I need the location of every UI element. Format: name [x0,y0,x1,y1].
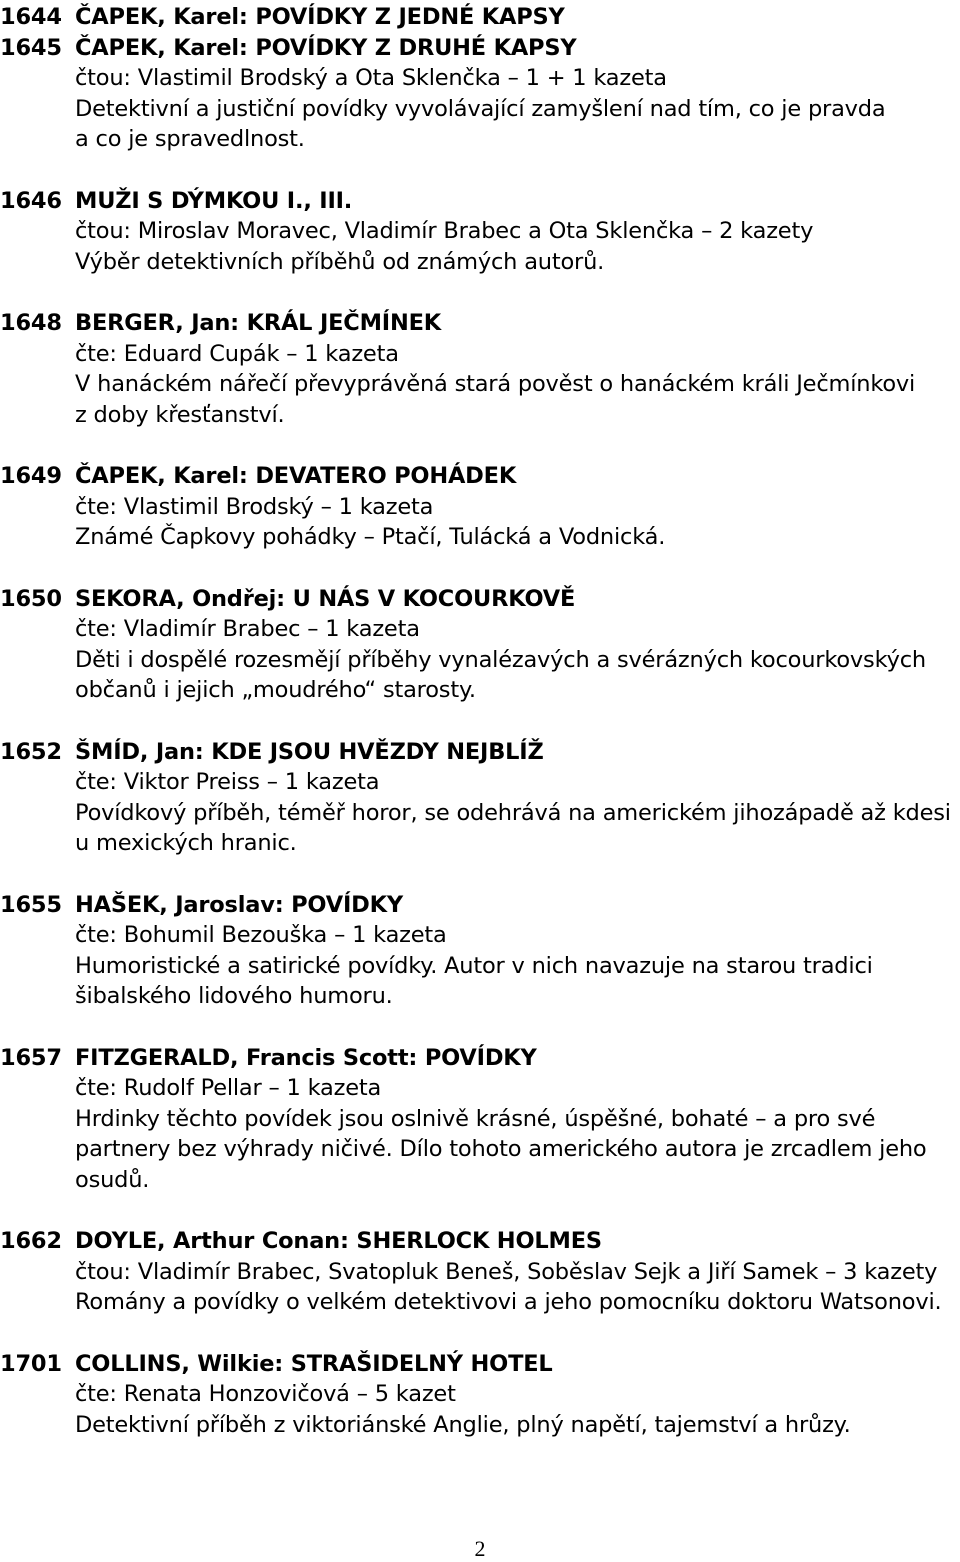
entry-title-line [0,33,960,64]
description-line: Děti i dospělé rozesmějí příběhy vynalézavých a svérázných kocourkovských [75,646,926,673]
author-title: BERGER, Jan: KRÁL JEČMÍNEK [75,310,442,336]
catalog-entry [0,1349,960,1441]
catalog-entry [0,186,960,278]
catalog-entry [0,1226,960,1318]
author-title: COLLINS, Wilkie: STRAŠIDELNÝ HOTEL [75,1350,553,1377]
description-line: Romány a povídky o velkém detektivovi a jeho pomocníku doktoru Watsonovi. [75,1289,942,1315]
catalog-entry [0,2,960,155]
entry-title-line [0,584,960,615]
description-line: Hrdinky těchto povídek jsou oslnivě krásné, úspěšné, bohaté – a pro své [75,1105,876,1132]
catalog-number: 1650 [0,585,62,612]
author-title: ČAPEK, Karel: DEVATERO POHÁDEK [75,463,517,489]
author-title: MUŽI S DÝMKOU I., III. [75,187,353,214]
catalog-entry [0,308,960,430]
catalog-number: 1646 [0,187,62,214]
catalog-number: 1662 [0,1228,62,1254]
catalog-entry [0,1043,960,1196]
entry-title-line [0,1043,960,1074]
description-line: a co je spravedlnost. [75,126,305,152]
catalog-entry [0,737,960,859]
author-title: ČAPEK, Karel: POVÍDKY Z DRUHÉ KAPSY [75,34,577,61]
entry-title-line [0,737,960,768]
readers-line: čte: Rudolf Pellar – 1 kazeta [75,1075,382,1101]
catalog-entry [0,890,960,1012]
readers-line: čte: Vlastimil Brodský – 1 kazeta [75,493,434,520]
readers-line: čte: Renata Honzovičová – 5 kazet [75,1381,456,1407]
catalog-number: 1657 [0,1044,62,1071]
readers-line: čtou: Vladimír Brabec, Svatopluk Beneš, Soběslav Sejk a Jiří Samek – 3 kazety [75,1258,938,1285]
readers-line: čte: Bohumil Bezouška – 1 kazeta [75,922,447,948]
entry-title-line [0,461,960,492]
catalog-number: 1649 [0,463,62,489]
description-line: osudů. [75,1166,150,1193]
catalog-number: 1655 [0,891,62,918]
author-title: ŠMÍD, Jan: KDE JSOU HVĚZDY NEJBLÍŽ [75,738,544,765]
description-line: partnery bez výhrady ničivé. Dílo tohoto amerického autora je zrcadlem jeho [75,1136,927,1162]
author-title: FITZGERALD, Francis Scott: POVÍDKY [75,1044,537,1071]
entry-title-line [0,308,960,339]
catalog-number: 1652 [0,738,62,765]
catalog-entry [0,461,960,553]
description-line: z doby křesťanství. [75,401,285,428]
entry-title-line [0,1226,960,1257]
catalog-number: 1648 [0,310,62,336]
readers-line: čte: Viktor Preiss – 1 kazeta [75,769,380,795]
entry-title-line [0,186,960,217]
entry-title-line [0,1349,960,1380]
description-line: Výběr detektivních příběhů od známých autorů. [75,248,605,275]
readers-line: čte: Eduard Cupák – 1 kazeta [75,340,399,367]
author-title: HAŠEK, Jaroslav: POVÍDKY [75,891,403,918]
description-line: Detektivní a justiční povídky vyvolávající zamyšlení nad tím, co je pravda [75,95,886,122]
description-line: občanů i jejich „moudrého“ starosty. [75,677,476,703]
description-line: Detektivní příběh z viktoriánské Anglie, plný napětí, tajemství a hrůzy. [75,1411,851,1438]
description-line: u mexických hranic. [75,830,297,856]
author-title: SEKORA, Ondřej: U NÁS V KOCOURKOVĚ [75,585,576,612]
entry-title-line [0,2,960,33]
catalog-number: 1701 [0,1350,62,1377]
description-line: Povídkový příběh, téměř horor, se odehrává na americkém jihozápadě až kdesi [75,799,951,826]
catalog-number: 1645 [0,34,62,61]
page-number: 2 [474,1536,486,1561]
description-line: Známé Čapkovy pohádky – Ptačí, Tulácká a Vodnická. [75,524,666,550]
readers-line: čtou: Vlastimil Brodský a Ota Sklenčka – 1 + 1 kazeta [75,65,667,91]
catalog-entry [0,584,960,706]
audiobook-catalog [0,2,960,1471]
description-line: V hanáckém nářečí převyprávěná stará pověst o hanáckém králi Ječmínkovi [75,371,916,397]
entry-title-line [0,890,960,921]
catalog-number: 1644 [0,4,62,30]
author-title: ČAPEK, Karel: POVÍDKY Z JEDNÉ KAPSY [75,4,565,30]
readers-line: čte: Vladimír Brabec – 1 kazeta [75,616,420,642]
description-line: Humoristické a satirické povídky. Autor v nich navazuje na starou tradici [75,952,873,979]
description-line: šibalského lidového humoru. [75,983,393,1009]
readers-line: čtou: Miroslav Moravec, Vladimír Brabec a Ota Sklenčka – 2 kazety [75,218,814,244]
author-title: DOYLE, Arthur Conan: SHERLOCK HOLMES [75,1228,602,1254]
